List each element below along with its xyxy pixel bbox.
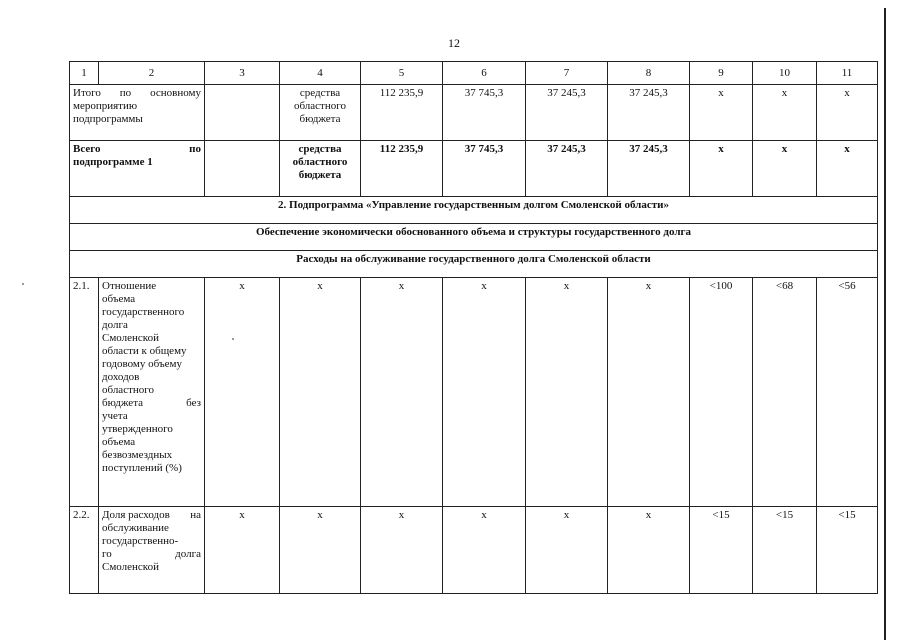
- column-number-row: [70, 62, 878, 85]
- header-cell: 2: [99, 62, 205, 85]
- itogo-value-6: 37 745,3: [443, 85, 526, 141]
- itogo-name-line3: подпрограммы: [73, 113, 143, 125]
- row-2-2-number: 2.2.: [70, 507, 99, 594]
- row-2-1-name: Отношение объема государственного долга Смоленской области к общему годовому объему доходов областного бюджета без учета утвержденного объема безвозмездных поступлений (%): [99, 278, 205, 507]
- row-2-1-value-10: <68: [753, 278, 817, 507]
- section-subtitle-goal: Обеспечение экономически обоснованного объема и структуры государственного долга: [70, 224, 878, 251]
- row-2-2-value-11: <15: [817, 507, 878, 594]
- vsego-value-7: 37 245,3: [526, 141, 608, 197]
- itogo-value-7: 37 245,3: [526, 85, 608, 141]
- table-row-2-2: [70, 507, 878, 594]
- header-cell: 8: [608, 62, 690, 85]
- row-2-2-name: Доля расходов на обслуживание государственно- го долга Смоленской: [99, 507, 205, 594]
- itogo-name-cell: [70, 85, 205, 141]
- row-2-1-col4: x: [280, 278, 361, 507]
- itogo-value-10: x: [753, 85, 817, 141]
- section-title-row: [70, 197, 878, 224]
- row-2-1-value-7: x: [526, 278, 608, 507]
- scan-edge-line: [884, 8, 886, 640]
- row-2-2-value-6: x: [443, 507, 526, 594]
- row-2-2-value-7: x: [526, 507, 608, 594]
- row-2-2-value-5: x: [361, 507, 443, 594]
- header-cell: 6: [443, 62, 526, 85]
- itogo-name-line1: Итого по основному: [73, 87, 201, 99]
- page-number: 12: [448, 36, 460, 50]
- itogo-source: средства областного бюджета: [280, 85, 361, 141]
- vsego-value-5: 112 235,9: [361, 141, 443, 197]
- header-cell: 4: [280, 62, 361, 85]
- table-row-2-1: [70, 278, 878, 507]
- itogo-value-11: x: [817, 85, 878, 141]
- scan-speck: [22, 283, 24, 285]
- header-cell: 1: [70, 62, 99, 85]
- budget-table: [69, 61, 878, 594]
- row-2-2-col3: x: [205, 507, 280, 594]
- vsego-name-line1: Всего по: [73, 143, 201, 155]
- itogo-value-5: 112 235,9: [361, 85, 443, 141]
- row-2-2-value-10: <15: [753, 507, 817, 594]
- section-sub2-row: [70, 251, 878, 278]
- vsego-name-line2: подпрограмме 1: [73, 156, 153, 168]
- header-cell: 3: [205, 62, 280, 85]
- row-2-1-value-8: x: [608, 278, 690, 507]
- row-2-2-value-8: x: [608, 507, 690, 594]
- itogo-name-line2: мероприятию: [73, 100, 138, 112]
- row-2-1-value-5: x: [361, 278, 443, 507]
- itogo-value-9: x: [690, 85, 753, 141]
- row-2-1-col3: x: [205, 278, 280, 507]
- itogo-value-8: 37 245,3: [608, 85, 690, 141]
- vsego-col3: [205, 141, 280, 197]
- header-cell: 10: [753, 62, 817, 85]
- section-subtitle-expenses: Расходы на обслуживание государственного долга Смоленской области: [70, 251, 878, 278]
- table-row-itogo: [70, 85, 878, 141]
- vsego-value-10: x: [753, 141, 817, 197]
- row-2-1-value-11: <56: [817, 278, 878, 507]
- section-sub1-row: [70, 224, 878, 251]
- vsego-value-8: 37 245,3: [608, 141, 690, 197]
- vsego-name-cell: [70, 141, 205, 197]
- row-2-2-col4: x: [280, 507, 361, 594]
- itogo-col3: [205, 85, 280, 141]
- section-title: 2. Подпрограмма «Управление государственным долгом Смоленской области»: [70, 197, 878, 224]
- header-cell: 5: [361, 62, 443, 85]
- table-row-vsego: [70, 141, 878, 197]
- header-cell: 9: [690, 62, 753, 85]
- header-cell: 11: [817, 62, 878, 85]
- vsego-value-9: x: [690, 141, 753, 197]
- row-2-2-value-9: <15: [690, 507, 753, 594]
- vsego-value-6: 37 745,3: [443, 141, 526, 197]
- row-2-1-value-9: <100: [690, 278, 753, 507]
- row-2-1-value-6: x: [443, 278, 526, 507]
- vsego-source: средства областного бюджета: [280, 141, 361, 197]
- vsego-value-11: x: [817, 141, 878, 197]
- header-cell: 7: [526, 62, 608, 85]
- row-2-1-number: 2.1.: [70, 278, 99, 507]
